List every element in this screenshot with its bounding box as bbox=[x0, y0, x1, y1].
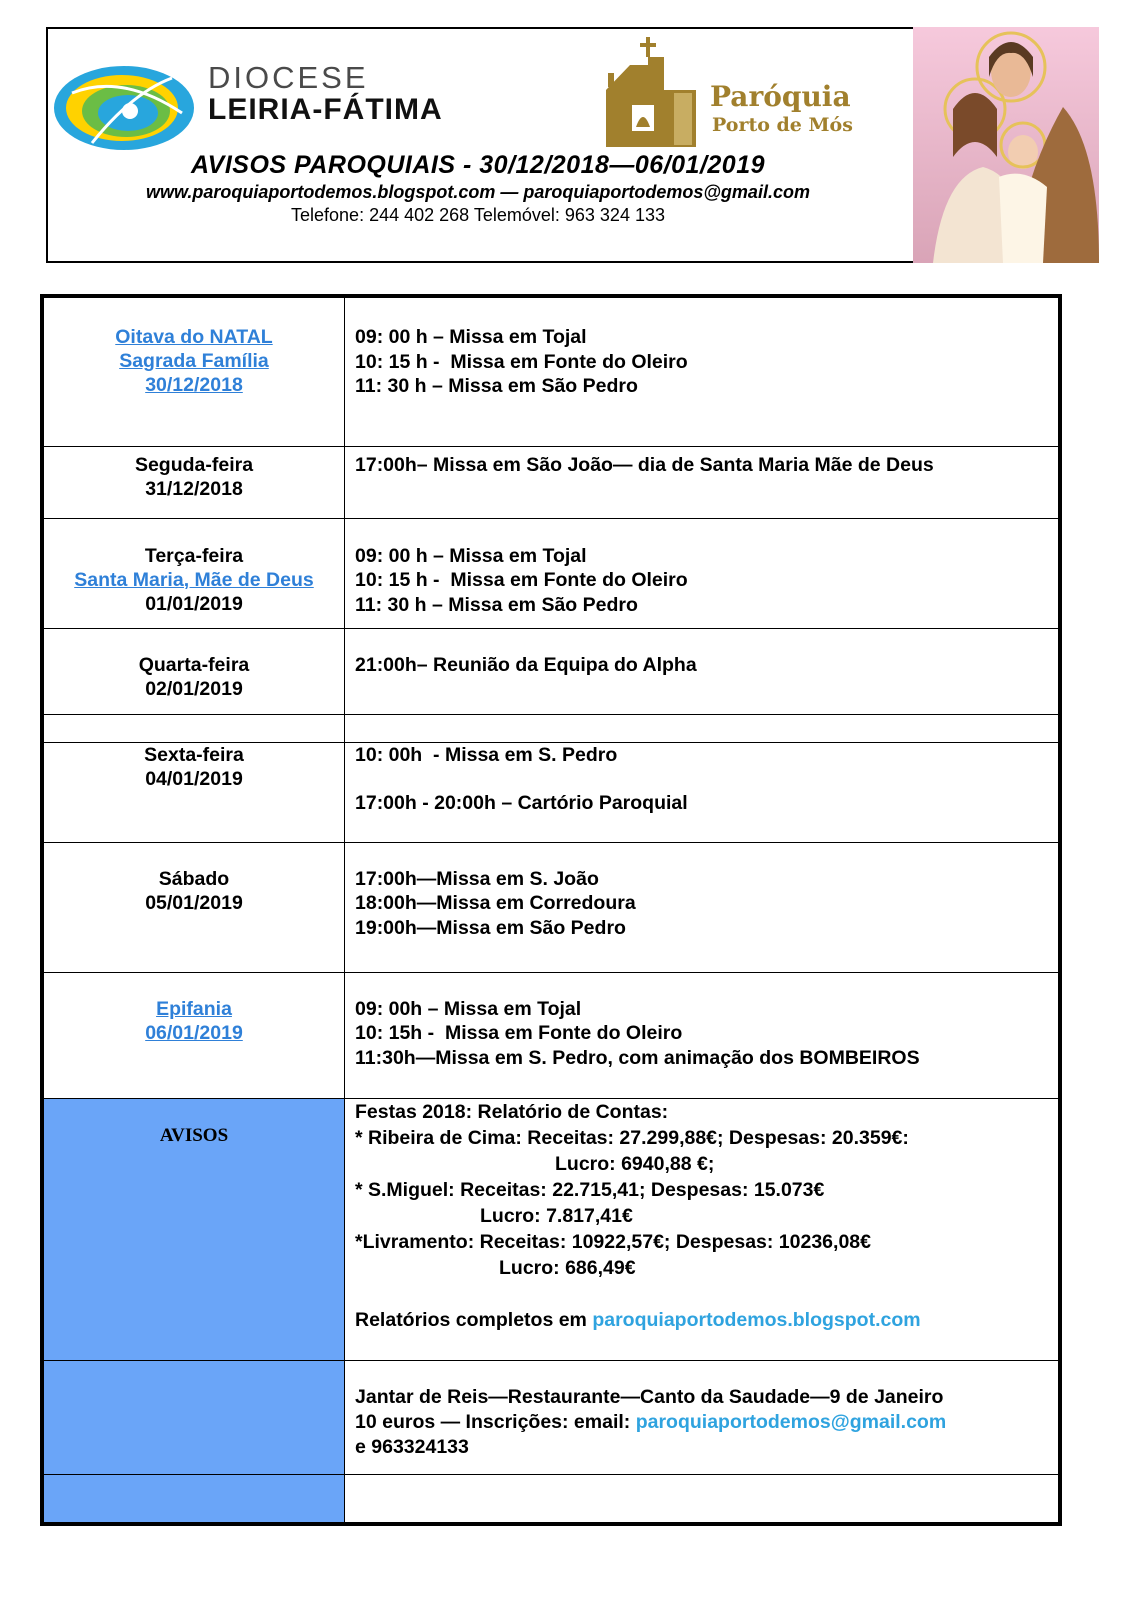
events-cell bbox=[345, 1474, 1061, 1524]
events-cell bbox=[345, 628, 1061, 714]
blue-cell bbox=[42, 1474, 345, 1524]
event-line: 17:00h—Missa em S. João bbox=[355, 867, 599, 890]
notice-title: AVISOS PAROQUIAIS - 30/12/2018—06/01/2019 bbox=[190, 151, 765, 179]
day-cell bbox=[42, 296, 345, 446]
avisos-content-cell bbox=[345, 1098, 1061, 1360]
date-link[interactable]: 06/01/2019 bbox=[145, 1021, 243, 1044]
jantar-text: 10 euros — Inscrições: email: bbox=[355, 1410, 636, 1433]
weekday-label: Sexta-feira bbox=[144, 743, 244, 766]
events-cell bbox=[345, 518, 1061, 628]
event-line: 10: 15 h - Missa em Fonte do Oleiro bbox=[355, 350, 688, 373]
day-cell bbox=[42, 842, 345, 972]
feast-link[interactable]: Santa Maria, Mãe de Deus bbox=[74, 568, 314, 591]
parish-name bbox=[710, 81, 853, 137]
day-cell bbox=[42, 972, 345, 1098]
holy-family-image bbox=[913, 27, 1099, 263]
weekday-label: Quarta-feira bbox=[138, 653, 250, 676]
table-row bbox=[42, 518, 1060, 628]
diocese-line1: DIOCESE bbox=[208, 60, 369, 95]
event-line: 17:00h - 20:00h – Cartório Paroquial bbox=[355, 792, 688, 814]
avisos-line: Lucro: 6940,88 €; bbox=[555, 1152, 715, 1175]
event-line: 17:00h– Missa em São João— dia de Santa Maria Mãe de Deus bbox=[355, 453, 934, 476]
diocese-name bbox=[208, 62, 443, 126]
blue-cell bbox=[42, 1360, 345, 1474]
phone-contact: Telefone: 244 402 268 Telemóvel: 963 324 133 bbox=[291, 205, 665, 225]
feast-link[interactable]: Oitava do NATAL bbox=[115, 326, 273, 348]
header-banner bbox=[46, 27, 1099, 263]
event-line: 11: 30 h – Missa em São Pedro bbox=[355, 593, 638, 616]
jantar-line bbox=[355, 1410, 1058, 1435]
events-cell bbox=[345, 972, 1061, 1098]
day-cell bbox=[42, 628, 345, 714]
avisos-line: * S.Miguel: Receitas: 22.715,41; Despesas: 15.073€ bbox=[355, 1178, 825, 1201]
avisos-line: Lucro: 7.817,41€ bbox=[480, 1204, 633, 1227]
events-cell bbox=[345, 296, 1061, 446]
date-label: 02/01/2019 bbox=[145, 677, 243, 700]
feast-link[interactable]: Sagrada Família bbox=[119, 350, 269, 372]
events-cell bbox=[345, 842, 1061, 972]
table-row bbox=[42, 972, 1060, 1098]
avisos-line: * Ribeira de Cima: Receitas: 27.299,88€; Despesas: 20.359€: bbox=[355, 1126, 909, 1149]
jantar-content-cell bbox=[345, 1360, 1061, 1474]
date-link[interactable]: 30/12/2018 bbox=[145, 374, 243, 396]
event-line: 10: 15h - Missa em Fonte do Oleiro bbox=[355, 1022, 683, 1044]
table-row bbox=[42, 628, 1060, 714]
web-contact: www.paroquiaportodemos.blogspot.com — paroquiaportodemos@gmail.com bbox=[146, 182, 810, 202]
date-label: 04/01/2019 bbox=[145, 767, 243, 790]
avisos-line: Lucro: 686,49€ bbox=[499, 1256, 636, 1279]
jantar-line: e 963324133 bbox=[355, 1435, 469, 1458]
parish-line1: Paróquia bbox=[710, 80, 851, 113]
table-row bbox=[42, 742, 1060, 842]
schedule-table bbox=[40, 294, 1062, 1526]
day-cell bbox=[42, 518, 345, 628]
empty-row bbox=[42, 714, 1060, 742]
feast-link[interactable]: Epifania bbox=[156, 997, 232, 1020]
church-icon bbox=[600, 35, 702, 153]
event-line: 09: 00h – Missa em Tojal bbox=[355, 997, 582, 1020]
date-label: 31/12/2018 bbox=[145, 477, 243, 500]
event-line: 11:30h—Missa em S. Pedro, com animação dos BOMBEIROS bbox=[355, 1046, 920, 1069]
event-line: 09: 00 h – Missa em Tojal bbox=[355, 326, 587, 348]
event-line: 19:00h—Missa em São Pedro bbox=[355, 916, 626, 939]
event-line: 21:00h– Reunião da Equipa do Alpha bbox=[355, 653, 697, 676]
date-label: 01/01/2019 bbox=[145, 592, 243, 615]
reports-line bbox=[355, 1307, 1058, 1333]
events-cell bbox=[345, 714, 1061, 742]
day-cell bbox=[42, 714, 345, 742]
event-line: 11: 30 h – Missa em São Pedro bbox=[355, 375, 638, 397]
event-line: 10: 00h - Missa em S. Pedro bbox=[355, 743, 618, 766]
avisos-label: AVISOS bbox=[159, 1124, 229, 1146]
table-row bbox=[42, 296, 1060, 446]
empty-row bbox=[42, 1474, 1060, 1524]
weekday-label: Sábado bbox=[158, 867, 230, 890]
diocese-logo bbox=[52, 53, 202, 158]
avisos-label-cell bbox=[42, 1098, 345, 1360]
jantar-line: Jantar de Reis—Restaurante—Canto da Saudade—9 de Janeiro bbox=[355, 1385, 944, 1408]
email-link[interactable]: paroquiaportodemos@gmail.com bbox=[635, 1410, 947, 1433]
day-cell bbox=[42, 742, 345, 842]
day-cell bbox=[42, 446, 345, 518]
parish-line2: Porto de Mós bbox=[712, 114, 853, 136]
weekday-label: Seguda-feira bbox=[134, 453, 254, 476]
avisos-line: Festas 2018: Relatório de Contas: bbox=[355, 1100, 669, 1123]
blog-link[interactable]: paroquiaportodemos.blogspot.com bbox=[592, 1308, 921, 1331]
weekday-label: Terça-feira bbox=[144, 544, 244, 567]
event-line: 09: 00 h – Missa em Tojal bbox=[355, 544, 587, 567]
jantar-row bbox=[42, 1360, 1060, 1474]
reports-text: Relatórios completos em bbox=[355, 1308, 593, 1331]
event-line: 18:00h—Missa em Corredoura bbox=[355, 892, 636, 914]
avisos-line: *Livramento: Receitas: 10922,57€; Despesas: 10236,08€ bbox=[355, 1230, 871, 1253]
diocese-line2: LEIRIA-FÁTIMA bbox=[208, 93, 443, 126]
table-row bbox=[42, 446, 1060, 518]
table-row bbox=[42, 842, 1060, 972]
event-line: 10: 15 h - Missa em Fonte do Oleiro bbox=[355, 569, 688, 591]
events-cell bbox=[345, 446, 1061, 518]
avisos-row bbox=[42, 1098, 1060, 1360]
events-cell bbox=[345, 742, 1061, 842]
date-label: 05/01/2019 bbox=[145, 891, 243, 914]
